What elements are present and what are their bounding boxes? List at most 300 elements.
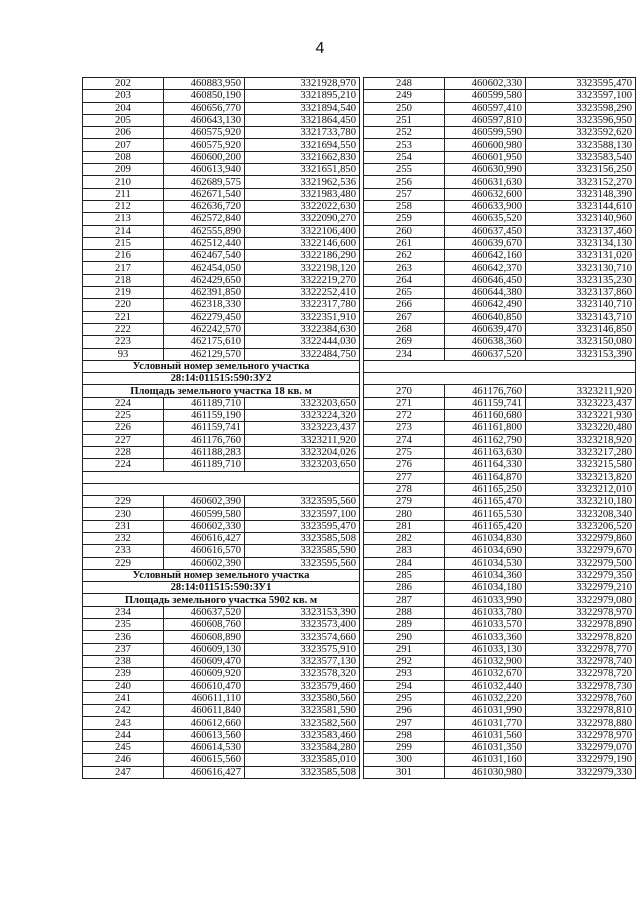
y-coordinate-cell: 3322978,820 (526, 631, 636, 643)
x-coordinate-cell: 461165,250 (445, 483, 526, 495)
x-coordinate-cell: 460638,360 (445, 336, 526, 348)
y-coordinate-cell: 3323595,470 (526, 78, 636, 90)
section-header-row (83, 360, 360, 372)
x-coordinate-cell: 460609,920 (164, 668, 245, 680)
point-number-cell: 227 (83, 434, 164, 446)
point-number-cell: 234 (364, 348, 445, 360)
table-row (364, 287, 636, 299)
x-coordinate-cell: 460640,850 (445, 311, 526, 323)
y-coordinate-cell: 3321962,536 (245, 176, 360, 188)
point-number-cell: 256 (364, 176, 445, 188)
x-coordinate-cell: 462572,840 (164, 213, 245, 225)
x-coordinate-cell: 460599,580 (164, 508, 245, 520)
x-coordinate-cell: 460646,450 (445, 274, 526, 286)
y-coordinate-cell: 3322351,910 (245, 311, 360, 323)
y-coordinate-cell: 3323137,460 (526, 225, 636, 237)
point-number-cell: 253 (364, 139, 445, 151)
point-number-cell: 301 (364, 766, 445, 778)
table-row (364, 459, 636, 471)
table-row (83, 631, 360, 643)
table-row (364, 532, 636, 544)
y-coordinate-cell: 3323596,950 (526, 114, 636, 126)
table-row (364, 692, 636, 704)
x-coordinate-cell: 462129,570 (164, 348, 245, 360)
x-coordinate-cell: 461159,190 (164, 410, 245, 422)
point-number-cell: 211 (83, 188, 164, 200)
table-row (364, 348, 636, 360)
table-row (83, 200, 360, 212)
table-row (83, 532, 360, 544)
x-coordinate-cell: 460602,390 (164, 557, 245, 569)
point-number-cell: 202 (83, 78, 164, 90)
y-coordinate-cell: 3323218,920 (526, 434, 636, 446)
point-number-cell: 276 (364, 459, 445, 471)
table-row (364, 594, 636, 606)
point-number-cell: 205 (83, 114, 164, 126)
y-coordinate-cell: 3323585,508 (245, 532, 360, 544)
y-coordinate-cell: 3323220,480 (526, 422, 636, 434)
point-number-cell: 229 (83, 557, 164, 569)
y-coordinate-cell: 3322978,970 (526, 606, 636, 618)
point-number-cell: 213 (83, 213, 164, 225)
point-number-cell: 216 (83, 250, 164, 262)
table-row (364, 102, 636, 114)
y-coordinate-cell: 3323583,460 (245, 729, 360, 741)
y-coordinate-cell: 3323131,020 (526, 250, 636, 262)
x-coordinate-cell: 462512,440 (164, 237, 245, 249)
point-number-cell: 241 (83, 692, 164, 704)
y-coordinate-cell: 3322979,670 (526, 545, 636, 557)
y-coordinate-cell: 3323210,180 (526, 496, 636, 508)
table-row (364, 619, 636, 631)
point-number-cell: 287 (364, 594, 445, 606)
y-coordinate-cell: 3322252,410 (245, 287, 360, 299)
x-coordinate-cell: 460611,840 (164, 705, 245, 717)
table-row (364, 176, 636, 188)
y-coordinate-cell: 3323585,508 (245, 766, 360, 778)
y-coordinate-cell: 3323597,100 (526, 90, 636, 102)
x-coordinate-cell: 460637,520 (445, 348, 526, 360)
y-coordinate-cell: 3323203,650 (245, 459, 360, 471)
table-row (364, 90, 636, 102)
y-coordinate-cell: 3321894,540 (245, 102, 360, 114)
point-number-cell: 244 (83, 729, 164, 741)
point-number-cell: 239 (83, 668, 164, 680)
table-row (83, 520, 360, 532)
point-number-cell: 273 (364, 422, 445, 434)
y-coordinate-cell: 3323585,590 (245, 545, 360, 557)
section-header-row (83, 373, 360, 385)
y-coordinate-cell: 3323223,437 (526, 397, 636, 409)
coordinates-table-left-body (83, 78, 360, 779)
table-row (83, 557, 360, 569)
y-coordinate-cell: 3323224,320 (245, 410, 360, 422)
point-number-cell: 265 (364, 287, 445, 299)
point-number-cell: 279 (364, 496, 445, 508)
x-coordinate-cell: 460611,110 (164, 692, 245, 704)
x-coordinate-cell: 460575,920 (164, 139, 245, 151)
y-coordinate-cell: 3322979,080 (526, 594, 636, 606)
table-row (364, 742, 636, 754)
y-coordinate-cell: 3322317,780 (245, 299, 360, 311)
x-coordinate-cell: 461033,360 (445, 631, 526, 643)
table-row (83, 213, 360, 225)
y-coordinate-cell: 3323153,390 (526, 348, 636, 360)
table-row (83, 90, 360, 102)
x-coordinate-cell: 460635,520 (445, 213, 526, 225)
x-coordinate-cell: 460600,200 (164, 151, 245, 163)
point-number-cell: 281 (364, 520, 445, 532)
table-row (83, 619, 360, 631)
y-coordinate-cell: 3323580,560 (245, 692, 360, 704)
y-coordinate-cell: 3323211,920 (526, 385, 636, 397)
point-number-cell: 207 (83, 139, 164, 151)
section-header-row (83, 569, 360, 581)
y-coordinate-cell: 3322198,120 (245, 262, 360, 274)
x-coordinate-cell: 461033,780 (445, 606, 526, 618)
table-row (83, 114, 360, 126)
x-coordinate-cell: 460597,810 (445, 114, 526, 126)
point-number-cell: 298 (364, 729, 445, 741)
section-header: Площадь земельного участка 18 кв. м (83, 385, 360, 397)
point-number-cell: 224 (83, 459, 164, 471)
table-row (83, 299, 360, 311)
x-coordinate-cell: 460637,520 (164, 606, 245, 618)
point-number-cell: 299 (364, 742, 445, 754)
point-number-cell: 295 (364, 692, 445, 704)
table-row (364, 336, 636, 348)
x-coordinate-cell: 460608,890 (164, 631, 245, 643)
table-row (83, 754, 360, 766)
y-coordinate-cell: 3323595,560 (245, 557, 360, 569)
x-coordinate-cell: 460599,590 (445, 127, 526, 139)
y-coordinate-cell: 3322979,330 (526, 766, 636, 778)
y-coordinate-cell: 3323574,660 (245, 631, 360, 643)
x-coordinate-cell: 461034,830 (445, 532, 526, 544)
table-row (83, 434, 360, 446)
table-row (83, 237, 360, 249)
point-number-cell: 268 (364, 323, 445, 335)
section-header: 28:14:011515:590:ЗУ1 (83, 582, 360, 594)
x-coordinate-cell: 461162,790 (445, 434, 526, 446)
y-coordinate-cell: 3321983,480 (245, 188, 360, 200)
coordinates-table-right (363, 77, 636, 779)
table-row (364, 274, 636, 286)
blank-cell (83, 483, 360, 495)
y-coordinate-cell: 3323135,230 (526, 274, 636, 286)
x-coordinate-cell: 462391,850 (164, 287, 245, 299)
table-row (364, 237, 636, 249)
table-row (364, 680, 636, 692)
table-row (83, 139, 360, 151)
table-row (83, 262, 360, 274)
blank-row (364, 360, 636, 372)
point-number-cell: 258 (364, 200, 445, 212)
y-coordinate-cell: 3323581,590 (245, 705, 360, 717)
y-coordinate-cell: 3323578,320 (245, 668, 360, 680)
point-number-cell: 266 (364, 299, 445, 311)
y-coordinate-cell: 3323211,920 (245, 434, 360, 446)
x-coordinate-cell: 461189,710 (164, 397, 245, 409)
point-number-cell: 217 (83, 262, 164, 274)
y-coordinate-cell: 3321733,780 (245, 127, 360, 139)
table-row (364, 766, 636, 778)
point-number-cell: 289 (364, 619, 445, 631)
point-number-cell: 300 (364, 754, 445, 766)
y-coordinate-cell: 3323592,620 (526, 127, 636, 139)
y-coordinate-cell: 3323213,820 (526, 471, 636, 483)
point-number-cell: 269 (364, 336, 445, 348)
x-coordinate-cell: 460883,950 (164, 78, 245, 90)
table-row (364, 557, 636, 569)
y-coordinate-cell: 3322978,720 (526, 668, 636, 680)
table-row (83, 655, 360, 667)
x-coordinate-cell: 461034,690 (445, 545, 526, 557)
point-number-cell: 235 (83, 619, 164, 631)
table-row (83, 311, 360, 323)
x-coordinate-cell: 460610,470 (164, 680, 245, 692)
point-number-cell: 233 (83, 545, 164, 557)
point-number-cell: 263 (364, 262, 445, 274)
point-number-cell: 240 (83, 680, 164, 692)
point-number-cell: 249 (364, 90, 445, 102)
x-coordinate-cell: 460609,130 (164, 643, 245, 655)
x-coordinate-cell: 460633,900 (445, 200, 526, 212)
y-coordinate-cell: 3323579,460 (245, 680, 360, 692)
y-coordinate-cell: 3323153,390 (245, 606, 360, 618)
table-row (364, 471, 636, 483)
x-coordinate-cell: 460642,490 (445, 299, 526, 311)
blank-cell (364, 373, 636, 385)
x-coordinate-cell: 460612,660 (164, 717, 245, 729)
y-coordinate-cell: 3323143,710 (526, 311, 636, 323)
y-coordinate-cell: 3321662,830 (245, 151, 360, 163)
x-coordinate-cell: 460613,940 (164, 164, 245, 176)
x-coordinate-cell: 461032,900 (445, 655, 526, 667)
table-row (364, 545, 636, 557)
point-number-cell: 284 (364, 557, 445, 569)
section-header-row (83, 385, 360, 397)
x-coordinate-cell: 461033,130 (445, 643, 526, 655)
y-coordinate-cell: 3323217,280 (526, 446, 636, 458)
point-number-cell: 271 (364, 397, 445, 409)
point-number-cell: 261 (364, 237, 445, 249)
blank-cell (83, 471, 360, 483)
point-number-cell: 285 (364, 569, 445, 581)
point-number-cell: 267 (364, 311, 445, 323)
y-coordinate-cell: 3323140,960 (526, 213, 636, 225)
y-coordinate-cell: 3322978,730 (526, 680, 636, 692)
x-coordinate-cell: 461030,980 (445, 766, 526, 778)
table-row (364, 78, 636, 90)
y-coordinate-cell: 3323203,650 (245, 397, 360, 409)
y-coordinate-cell: 3323584,280 (245, 742, 360, 754)
section-header-row (83, 594, 360, 606)
y-coordinate-cell: 3321928,970 (245, 78, 360, 90)
x-coordinate-cell: 460602,330 (164, 520, 245, 532)
coordinates-table-left (82, 77, 360, 779)
table-row (364, 385, 636, 397)
table-row (83, 606, 360, 618)
table-row (364, 114, 636, 126)
point-number-cell: 245 (83, 742, 164, 754)
point-number-cell: 232 (83, 532, 164, 544)
x-coordinate-cell: 460615,560 (164, 754, 245, 766)
table-row (83, 336, 360, 348)
point-number-cell: 275 (364, 446, 445, 458)
table-row (364, 729, 636, 741)
x-coordinate-cell: 460630,990 (445, 164, 526, 176)
x-coordinate-cell: 460656,770 (164, 102, 245, 114)
y-coordinate-cell: 3323588,130 (526, 139, 636, 151)
point-number-cell: 220 (83, 299, 164, 311)
x-coordinate-cell: 460609,470 (164, 655, 245, 667)
x-coordinate-cell: 461160,680 (445, 410, 526, 422)
x-coordinate-cell: 460608,760 (164, 619, 245, 631)
y-coordinate-cell: 3323583,540 (526, 151, 636, 163)
table-row (83, 287, 360, 299)
y-coordinate-cell: 3321864,450 (245, 114, 360, 126)
table-row (364, 200, 636, 212)
x-coordinate-cell: 461176,760 (445, 385, 526, 397)
point-number-cell: 280 (364, 508, 445, 520)
point-number-cell: 292 (364, 655, 445, 667)
table-row (364, 164, 636, 176)
x-coordinate-cell: 461159,741 (445, 397, 526, 409)
y-coordinate-cell: 3323150,080 (526, 336, 636, 348)
y-coordinate-cell: 3323152,270 (526, 176, 636, 188)
table-row (364, 569, 636, 581)
y-coordinate-cell: 3323140,710 (526, 299, 636, 311)
point-number-cell: 272 (364, 410, 445, 422)
point-number-cell: 229 (83, 496, 164, 508)
x-coordinate-cell: 460644,380 (445, 287, 526, 299)
y-coordinate-cell: 3322979,500 (526, 557, 636, 569)
x-coordinate-cell: 460600,980 (445, 139, 526, 151)
x-coordinate-cell: 460632,600 (445, 188, 526, 200)
x-coordinate-cell: 460616,427 (164, 532, 245, 544)
page-number: 4 (315, 40, 325, 57)
x-coordinate-cell: 462454,050 (164, 262, 245, 274)
y-coordinate-cell: 3323146,850 (526, 323, 636, 335)
x-coordinate-cell: 460637,450 (445, 225, 526, 237)
y-coordinate-cell: 3323598,290 (526, 102, 636, 114)
point-number-cell: 221 (83, 311, 164, 323)
point-number-cell: 212 (83, 200, 164, 212)
point-number-cell: 246 (83, 754, 164, 766)
table-row (83, 459, 360, 471)
x-coordinate-cell: 460616,427 (164, 766, 245, 778)
section-header: Условный номер земельного участка (83, 569, 360, 581)
x-coordinate-cell: 460643,130 (164, 114, 245, 126)
x-coordinate-cell: 460642,160 (445, 250, 526, 262)
point-number-cell: 254 (364, 151, 445, 163)
point-number-cell: 282 (364, 532, 445, 544)
x-coordinate-cell: 462636,720 (164, 200, 245, 212)
point-number-cell: 224 (83, 397, 164, 409)
x-coordinate-cell: 462467,540 (164, 250, 245, 262)
x-coordinate-cell: 462429,650 (164, 274, 245, 286)
x-coordinate-cell: 461031,770 (445, 717, 526, 729)
point-number-cell: 223 (83, 336, 164, 348)
table-row (364, 213, 636, 225)
table-row (364, 311, 636, 323)
y-coordinate-cell: 3322978,740 (526, 655, 636, 667)
y-coordinate-cell: 3323215,580 (526, 459, 636, 471)
point-number-cell: 293 (364, 668, 445, 680)
y-coordinate-cell: 3322186,290 (245, 250, 360, 262)
x-coordinate-cell: 460614,530 (164, 742, 245, 754)
table-row (83, 692, 360, 704)
point-number-cell: 242 (83, 705, 164, 717)
point-number-cell: 264 (364, 274, 445, 286)
y-coordinate-cell: 3323134,130 (526, 237, 636, 249)
y-coordinate-cell: 3323585,010 (245, 754, 360, 766)
y-coordinate-cell: 3323206,520 (526, 520, 636, 532)
table-row (364, 410, 636, 422)
y-coordinate-cell: 3322022,630 (245, 200, 360, 212)
x-coordinate-cell: 461031,990 (445, 705, 526, 717)
y-coordinate-cell: 3323582,560 (245, 717, 360, 729)
y-coordinate-cell: 3322978,890 (526, 619, 636, 631)
y-coordinate-cell: 3323208,340 (526, 508, 636, 520)
x-coordinate-cell: 461165,470 (445, 496, 526, 508)
table-row (83, 680, 360, 692)
table-row (364, 446, 636, 458)
y-coordinate-cell: 3323137,860 (526, 287, 636, 299)
x-coordinate-cell: 461033,990 (445, 594, 526, 606)
table-row (364, 668, 636, 680)
coordinates-table-right-body (364, 78, 636, 779)
x-coordinate-cell: 460602,330 (445, 78, 526, 90)
point-number-cell: 228 (83, 446, 164, 458)
table-row (83, 151, 360, 163)
x-coordinate-cell: 460616,570 (164, 545, 245, 557)
point-number-cell: 257 (364, 188, 445, 200)
x-coordinate-cell: 461164,870 (445, 471, 526, 483)
table-row (83, 668, 360, 680)
point-number-cell: 218 (83, 274, 164, 286)
y-coordinate-cell: 3322978,810 (526, 705, 636, 717)
point-number-cell: 234 (83, 606, 164, 618)
table-row (364, 496, 636, 508)
point-number-cell: 225 (83, 410, 164, 422)
y-coordinate-cell: 3322979,190 (526, 754, 636, 766)
x-coordinate-cell: 461159,741 (164, 422, 245, 434)
x-coordinate-cell: 460631,630 (445, 176, 526, 188)
point-number-cell: 286 (364, 582, 445, 594)
table-row (364, 299, 636, 311)
point-number-cell: 260 (364, 225, 445, 237)
y-coordinate-cell: 3322484,750 (245, 348, 360, 360)
table-row (83, 225, 360, 237)
point-number-cell: 219 (83, 287, 164, 299)
x-coordinate-cell: 461032,440 (445, 680, 526, 692)
x-coordinate-cell: 462671,540 (164, 188, 245, 200)
point-number-cell: 204 (83, 102, 164, 114)
y-coordinate-cell: 3323212,010 (526, 483, 636, 495)
x-coordinate-cell: 461032,670 (445, 668, 526, 680)
point-number-cell: 248 (364, 78, 445, 90)
y-coordinate-cell: 3322979,860 (526, 532, 636, 544)
table-row (364, 434, 636, 446)
point-number-cell: 208 (83, 151, 164, 163)
x-coordinate-cell: 460639,470 (445, 323, 526, 335)
y-coordinate-cell: 3323595,470 (245, 520, 360, 532)
x-coordinate-cell: 461188,283 (164, 446, 245, 458)
point-number-cell: 274 (364, 434, 445, 446)
table-row (83, 348, 360, 360)
